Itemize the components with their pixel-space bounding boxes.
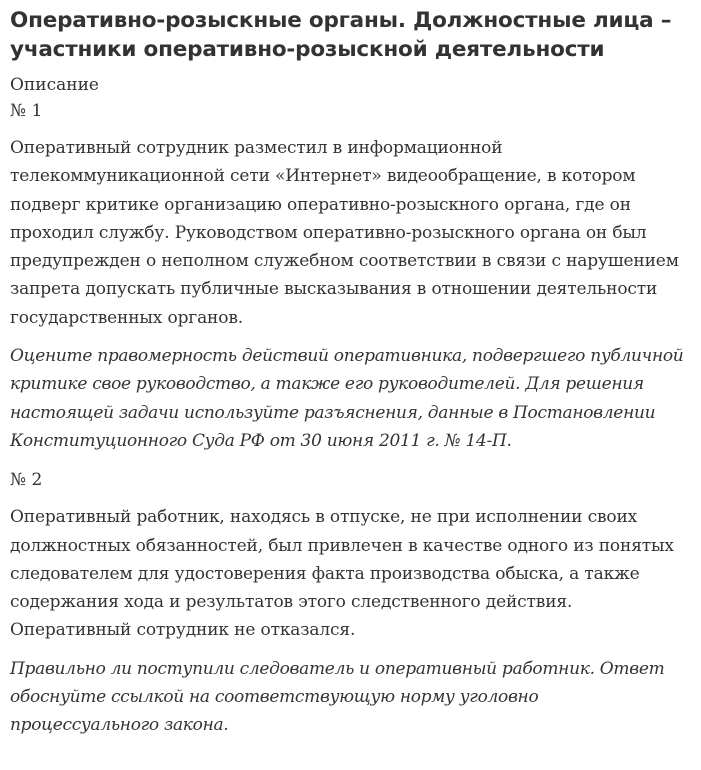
description-label: Описание [10,75,99,95]
task-2-number: № 2 [10,470,43,491]
task-1-text: Оперативный сотрудник разместил в информационной телекоммуникационной сети «Интернет» видеообращение, в котором подверг критике организацию оперативно-розыскного органа, где он проходил службу. Руководством оперативно-розыскного органа он был предупрежден о неполном служебном соответствии в связи с нарушением запрета допускать публичные высказывания в отношении деятельности государственных органов. [10,138,679,328]
page-title: Оперативно-розыскные органы. Должностные лица – участники оперативно-розыскной деятельности [10,8,672,62]
task-1-number: № 1 [10,101,43,121]
task-1-question: Оцените правомерность действий оперативника, подвергшего публичной критике свое руководство, а также его руководителей. Для решения настоящей задачи используйте разъяснения, данные в Постановлении Конституционного Суда РФ от 30 июня 2011 г. № 14-П. [10,346,684,451]
task-2-question: Правильно ли поступили следователь и оперативный работник. Ответ обоснуйте ссылкой на соответствующую норму уголовно процессуального закона. [10,658,665,736]
task-2-text: Оперативный работник, находясь в отпуске, не при исполнении своих должностных обязанностей, был привлечен в качестве одного из понятых следователем для удостоверения факта производства обыска, а также содержания хода и результатов этого следственного действия. Оперативный сотрудник не отказался. [10,507,674,641]
